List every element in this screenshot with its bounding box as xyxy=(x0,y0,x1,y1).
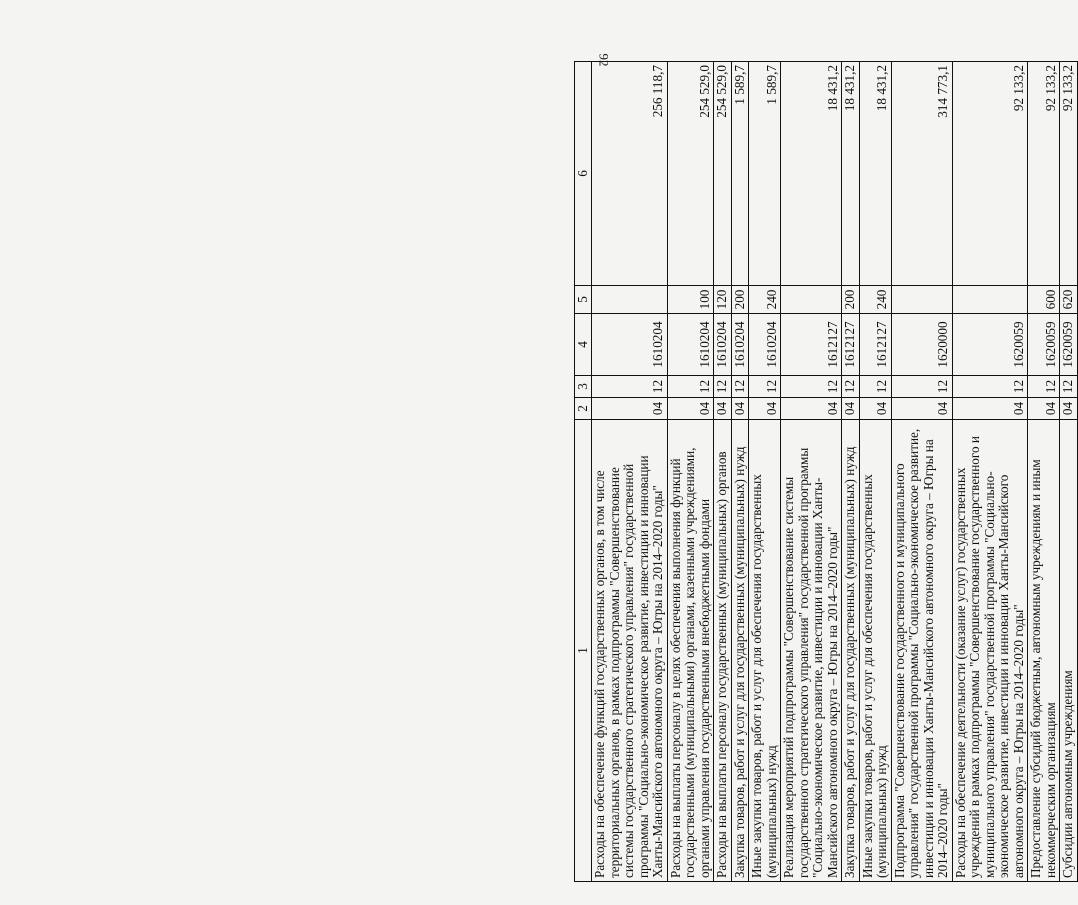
table-row xyxy=(1028,62,1060,882)
table-row xyxy=(781,62,842,882)
section-code-cell: 04 xyxy=(714,398,732,420)
table-row xyxy=(714,62,732,882)
expense-type-cell xyxy=(891,286,952,314)
subsection-code-cell: 12 xyxy=(731,376,749,398)
expense-type-cell: 240 xyxy=(749,286,781,314)
target-article-cell: 1610204 xyxy=(714,314,732,376)
section-code-cell: 04 xyxy=(952,398,1028,420)
amount-cell: 254 529,0 xyxy=(714,62,732,286)
header-cell: 2 xyxy=(575,398,592,420)
target-article-cell: 1610204 xyxy=(592,314,668,376)
table-row xyxy=(1060,62,1078,882)
amount-cell: 92 133,2 xyxy=(952,62,1028,286)
amount-cell: 1 589,7 xyxy=(749,62,781,286)
expense-type-cell: 120 xyxy=(714,286,732,314)
desc-cell: Закупка товаров, работ и услуг для государственных (муниципальных) нужд xyxy=(842,420,860,882)
table-row xyxy=(749,62,781,882)
expense-type-cell: 200 xyxy=(842,286,860,314)
section-code-cell: 04 xyxy=(1060,398,1078,420)
subsection-code-cell: 12 xyxy=(749,376,781,398)
table-row xyxy=(952,62,1028,882)
target-article-cell: 1612127 xyxy=(781,314,842,376)
desc-cell: Подпрограмма "Совершенствование государственного и муниципального управления" государственной программы "Социально-экономическое развитие, инвестиции и инновации Ханты-Мансийского автономного округа – Югры на 2014–2020 годы" xyxy=(891,420,952,882)
section-code-cell: 04 xyxy=(592,398,668,420)
target-article-cell: 1610204 xyxy=(731,314,749,376)
target-article-cell: 1620000 xyxy=(891,314,952,376)
section-code-cell: 04 xyxy=(667,398,714,420)
section-code-cell: 04 xyxy=(842,398,860,420)
target-article-cell: 1610204 xyxy=(749,314,781,376)
subsection-code-cell: 12 xyxy=(952,376,1028,398)
desc-cell: Расходы на обеспечение деятельности (оказание услуг) государственных учреждений в рамках подпрограммы "Совершенствование государственного и муниципального управления" государственной программы "Социально-экономическое развитие, инвестиции и инновации Ханты-Мансийского автономного округа – Югры на 2014–2020 годы" xyxy=(952,420,1028,882)
amount-cell: 256 118,7 xyxy=(592,62,668,286)
subsection-code-cell: 12 xyxy=(592,376,668,398)
subsection-code-cell: 12 xyxy=(891,376,952,398)
subsection-code-cell: 12 xyxy=(842,376,860,398)
subsection-code-cell: 12 xyxy=(1028,376,1060,398)
section-code-cell: 04 xyxy=(891,398,952,420)
subsection-code-cell: 12 xyxy=(781,376,842,398)
desc-cell: Расходы на выплаты персоналу государственных (муниципальных) органов xyxy=(714,420,732,882)
subsection-code-cell: 12 xyxy=(714,376,732,398)
table-row xyxy=(891,62,952,882)
desc-cell: Предоставление субсидий бюджетным, автономным учреждениям и иным некоммерческим организациям xyxy=(1028,420,1060,882)
header-row xyxy=(575,62,592,882)
table-row xyxy=(667,62,714,882)
budget-table xyxy=(574,61,1078,882)
desc-cell: Иные закупки товаров, работ и услуг для обеспечения государственных (муниципальных) нужд xyxy=(749,420,781,882)
table-row xyxy=(842,62,860,882)
amount-cell: 92 133,2 xyxy=(1028,62,1060,286)
target-article-cell: 1612127 xyxy=(842,314,860,376)
subsection-code-cell: 12 xyxy=(667,376,714,398)
table-row xyxy=(731,62,749,882)
section-code-cell: 04 xyxy=(731,398,749,420)
amount-cell: 92 133,2 xyxy=(1060,62,1078,286)
amount-cell: 254 529,0 xyxy=(667,62,714,286)
amount-cell: 18 431,2 xyxy=(781,62,842,286)
section-code-cell: 04 xyxy=(781,398,842,420)
expense-type-cell xyxy=(592,286,668,314)
header-cell: 5 xyxy=(575,286,592,314)
target-article-cell: 1620059 xyxy=(1060,314,1078,376)
header-cell: 6 xyxy=(575,62,592,286)
subsection-code-cell: 12 xyxy=(859,376,891,398)
expense-type-cell xyxy=(952,286,1028,314)
page-number: 92 xyxy=(596,53,612,67)
expense-type-cell: 600 xyxy=(1028,286,1060,314)
expense-type-cell: 620 xyxy=(1060,286,1078,314)
amount-cell: 18 431,2 xyxy=(859,62,891,286)
desc-cell: Расходы на выплаты персоналу в целях обеспечения выполнения функций государственными (муниципальными) органами, казенными учреждениями, органами управления государственными внебюджетными фондами xyxy=(667,420,714,882)
header-cell: 4 xyxy=(575,314,592,376)
desc-cell: Реализация мероприятий подпрограммы "Совершенствование системы государственного стратегического управления" государственной программы "Социально-экономическое развитие, инвестиции и инновации Ханты-Мансийского автономного округа – Югры на 2014–2020 годы" xyxy=(781,420,842,882)
header-cell: 3 xyxy=(575,376,592,398)
target-article-cell: 1610204 xyxy=(667,314,714,376)
amount-cell: 314 773,1 xyxy=(891,62,952,286)
target-article-cell: 1612127 xyxy=(859,314,891,376)
desc-cell: Иные закупки товаров, работ и услуг для обеспечения государственных (муниципальных) нужд xyxy=(859,420,891,882)
expense-type-cell: 240 xyxy=(859,286,891,314)
desc-cell: Расходы на обеспечение функций государственных органов, в том числе территориальных органов, в рамках подпрограммы "Совершенствование системы государственного стратегического управления" государственной программы "Социально-экономическое развитие, инвестиции и инновации Ханты-Мансийского автономного округа – Югры на 2014–2020 годы" xyxy=(592,420,668,882)
expense-type-cell xyxy=(781,286,842,314)
desc-cell: Субсидии автономным учреждениям xyxy=(1060,420,1078,882)
table-row xyxy=(592,62,668,882)
expense-type-cell: 200 xyxy=(731,286,749,314)
table-row xyxy=(859,62,891,882)
header-cell: 1 xyxy=(575,420,592,882)
target-article-cell: 1620059 xyxy=(952,314,1028,376)
subsection-code-cell: 12 xyxy=(1060,376,1078,398)
rotated-table-wrapper xyxy=(574,0,1075,878)
section-code-cell: 04 xyxy=(859,398,891,420)
section-code-cell: 04 xyxy=(1028,398,1060,420)
amount-cell: 18 431,2 xyxy=(842,62,860,286)
amount-cell: 1 589,7 xyxy=(731,62,749,286)
expense-type-cell: 100 xyxy=(667,286,714,314)
desc-cell: Закупка товаров, работ и услуг для государственных (муниципальных) нужд xyxy=(731,420,749,882)
section-code-cell: 04 xyxy=(749,398,781,420)
target-article-cell: 1620059 xyxy=(1028,314,1060,376)
